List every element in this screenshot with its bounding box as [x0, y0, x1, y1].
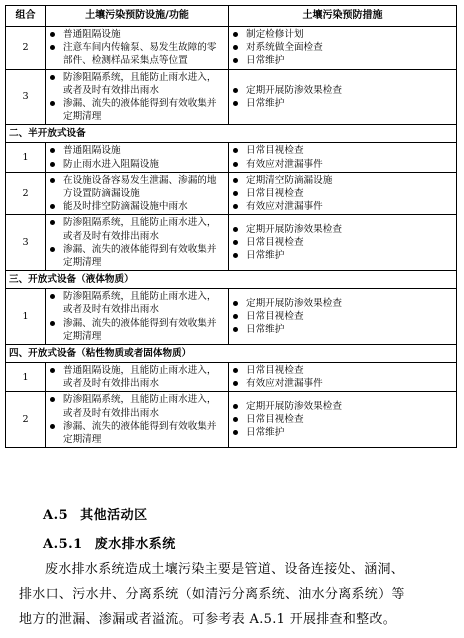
- measures-cell: [229, 172, 457, 215]
- measure-list: [232, 28, 453, 68]
- measures-cell: [229, 392, 457, 448]
- section-heading-a5: [43, 504, 148, 523]
- row-number: 2: [6, 392, 46, 448]
- facility-item: 防止雨水进入阻隔设施: [49, 158, 225, 171]
- facility-list: [49, 71, 225, 124]
- row-number: 3: [6, 69, 46, 125]
- measure-list: [232, 84, 453, 110]
- measure-list: [232, 400, 453, 440]
- facilities-cell: [46, 392, 229, 448]
- facilities-cell: [46, 289, 229, 345]
- measures-cell: [229, 27, 457, 70]
- measure-item: 日常维护: [232, 426, 453, 439]
- facility-list: [49, 290, 225, 343]
- facility-item: 防渗阻隔系统，且能防止雨水进入，或者及时有效排出雨水: [49, 290, 225, 316]
- measure-list: [232, 174, 453, 214]
- measure-item: 有效应对泄漏事件: [232, 200, 453, 213]
- facility-item: 渗漏、流失的液体能得到有效收集并定期清理: [49, 97, 225, 123]
- facility-item: 渗漏、流失的液体能得到有效收集并定期清理: [49, 243, 225, 269]
- measure-item: 定期开展防渗效果检查: [232, 84, 453, 97]
- subsection-heading-a51: [43, 533, 176, 552]
- facility-list: [49, 393, 225, 446]
- paragraph-line: 地方的泄漏、渗漏或者溢流。可参考表 A.5.1 开展排查和整改。: [19, 612, 397, 627]
- subsection-title: 废水排水系统: [94, 537, 176, 552]
- section-number: A.5: [43, 508, 69, 523]
- measure-item: 制定检修计划: [232, 28, 453, 41]
- paragraph-line: 废水排水系统造成土壤污染主要是管道、设备连接处、涵洞、: [45, 562, 405, 577]
- facility-list: [49, 28, 225, 68]
- measures-cell: [229, 215, 457, 271]
- row-number: 1: [6, 143, 46, 172]
- facility-item: 渗漏、流失的液体能得到有效收集并定期清理: [49, 317, 225, 343]
- measures-cell: [229, 69, 457, 125]
- measures-cell: [229, 143, 457, 172]
- facility-list: [49, 144, 225, 170]
- section-title: 其他活动区: [80, 508, 148, 523]
- table-row: [6, 172, 457, 215]
- facility-item: 普通阻隔设施，且能防止雨水进入，或者及时有效排出雨水: [49, 364, 225, 390]
- table-row: [6, 143, 457, 172]
- header-measures: 土壤污染预防措施: [229, 6, 457, 27]
- table-header-row: [6, 6, 457, 27]
- header-combination: 组合: [6, 6, 46, 27]
- facility-item: 普通阻隔设施: [49, 28, 225, 41]
- facility-item: 防渗阻隔系统，且能防止雨水进入，或者及时有效排出雨水: [49, 216, 225, 242]
- section-title: 二、半开放式设备: [6, 125, 457, 143]
- facilities-cell: [46, 69, 229, 125]
- table-row: [6, 215, 457, 271]
- table-row: [6, 69, 457, 125]
- measure-item: 日常目视检查: [232, 187, 453, 200]
- paragraph-line: 排水口、污水井、分离系统（如清污分离系统、油水分离系统）等: [19, 587, 405, 602]
- table-row: [6, 27, 457, 70]
- table-row: [6, 289, 457, 345]
- header-facilities: 土壤污染预防设施/功能: [46, 6, 229, 27]
- measure-item: 日常目视检查: [232, 413, 453, 426]
- measure-item: 日常目视检查: [232, 236, 453, 249]
- facility-item: 防渗阻隔系统，且能防止雨水进入，或者及时有效排出雨水: [49, 393, 225, 419]
- section-title: 三、开放式设备（液体物质）: [6, 271, 457, 289]
- section-row: [6, 125, 457, 143]
- facility-list: [49, 216, 225, 269]
- table-row: [6, 363, 457, 392]
- facility-item: 普通阻隔设施: [49, 144, 225, 157]
- measures-cell: [229, 363, 457, 392]
- facility-item: 在设施设备容易发生泄漏、渗漏的地方设置防滴漏设施: [49, 174, 225, 200]
- facilities-cell: [46, 172, 229, 215]
- row-number: 3: [6, 215, 46, 271]
- measure-item: 定期开展防渗效果检查: [232, 400, 453, 413]
- facility-item: 能及时排空防滴漏设施中雨水: [49, 200, 225, 213]
- measure-item: 日常维护: [232, 54, 453, 67]
- facility-item: 渗漏、流失的液体能得到有效收集并定期清理: [49, 420, 225, 446]
- body-paragraph: [19, 557, 449, 632]
- measure-item: 日常维护: [232, 249, 453, 262]
- measure-list: [232, 144, 453, 170]
- measure-item: 日常目视检查: [232, 144, 453, 157]
- measure-item: 定期清空防滴漏设施: [232, 174, 453, 187]
- facility-list: [49, 174, 225, 214]
- facility-item: 注意车间内传输泵、易发生故障的零部件、检测样品采集点等位置: [49, 41, 225, 67]
- measure-item: 日常维护: [232, 323, 453, 336]
- measure-item: 对系统做全面检查: [232, 41, 453, 54]
- measures-cell: [229, 289, 457, 345]
- measure-item: 日常维护: [232, 97, 453, 110]
- measure-item: 定期开展防渗效果检查: [232, 297, 453, 310]
- measure-list: [232, 223, 453, 263]
- row-number: 2: [6, 27, 46, 70]
- measure-list: [232, 364, 453, 390]
- table-body: [6, 27, 457, 448]
- row-number: 1: [6, 289, 46, 345]
- facilities-cell: [46, 215, 229, 271]
- soil-pollution-prevention-table: [5, 5, 457, 448]
- row-number: 2: [6, 172, 46, 215]
- section-row: [6, 271, 457, 289]
- facilities-cell: [46, 27, 229, 70]
- section-row: [6, 345, 457, 363]
- subsection-number: A.5.1: [43, 537, 83, 552]
- facilities-cell: [46, 143, 229, 172]
- measure-item: 有效应对泄漏事件: [232, 377, 453, 390]
- measure-item: 有效应对泄漏事件: [232, 158, 453, 171]
- section-title: 四、开放式设备（粘性物质或者固体物质）: [6, 345, 457, 363]
- measure-list: [232, 297, 453, 337]
- facility-list: [49, 364, 225, 390]
- measure-item: 日常目视检查: [232, 310, 453, 323]
- table-row: [6, 392, 457, 448]
- row-number: 1: [6, 363, 46, 392]
- measure-item: 日常目视检查: [232, 364, 453, 377]
- facility-item: 防渗阻隔系统，且能防止雨水进入，或者及时有效排出雨水: [49, 71, 225, 97]
- measure-item: 定期开展防渗效果检查: [232, 223, 453, 236]
- facilities-cell: [46, 363, 229, 392]
